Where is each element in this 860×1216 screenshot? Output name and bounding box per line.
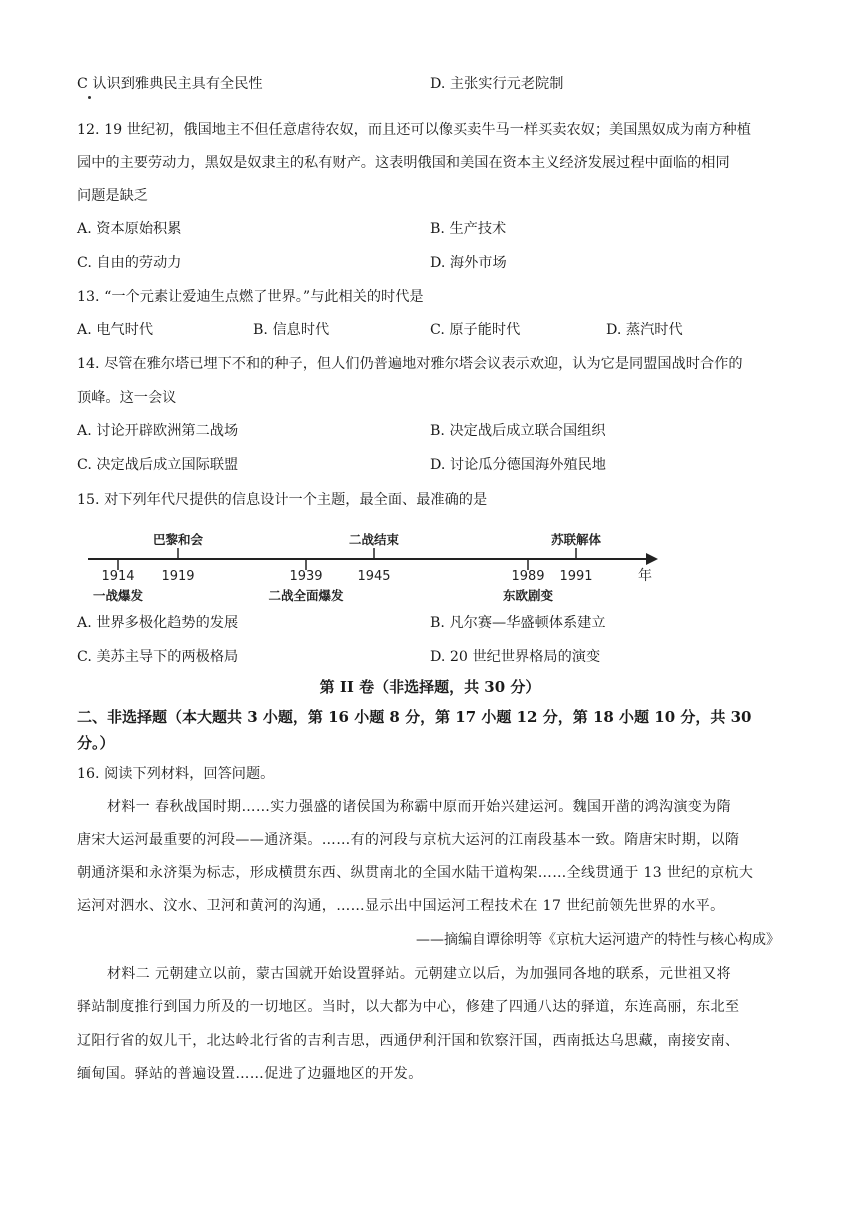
q16-material2-line2: 驿站制度推行到国力所及的一切地区。当时，以大都为中心，修建了四通八达的驿道，东连高丽，东北至 [77,999,740,1015]
q13-option-a: A. 电气时代 [77,322,154,338]
timeline-ruler [80,522,680,606]
q15-option-a: A. 世界多极化趋势的发展 [77,615,239,631]
timeline-label-1991: 苏联解体 [550,532,602,547]
q12-stem-line1: 12. 19 世纪初，俄国地主不但任意虐待农奴，而且还可以像买卖牛马一样买卖农奴；美国黑奴成为南方种植 [77,122,751,138]
q16-material2-line4: 缅甸国。驿站的普遍设置……促进了边疆地区的开发。 [77,1066,423,1082]
timeline-label-1989: 东欧剧变 [502,588,554,603]
q12-option-b: B. 生产技术 [430,221,507,237]
timeline-unit: 年 [638,568,652,584]
q14-option-d: D. 讨论瓜分德国海外殖民地 [430,457,606,473]
q16-material1-line4: 运河对泗水、汶水、卫河和黄河的沟通，……显示出中国运河工程技术在 17 世纪前领先世界的水平。 [77,898,725,914]
timeline-label-1914: 一战爆发 [92,588,144,603]
timeline-year-1919: 1919 [161,569,195,584]
timeline-year-1939: 1939 [289,569,323,584]
q15-option-c: C. 美苏主导下的两极格局 [77,649,239,665]
timeline-year-1914: 1914 [101,569,135,584]
q14-stem-line2: 顶峰。这一会议 [77,390,177,406]
timeline-label-1939: 二战全面爆发 [268,588,344,603]
q12-option-a: A. 资本原始积累 [77,221,182,237]
q15-option-d: D. 20 世纪世界格局的演变 [430,649,601,665]
q14-option-c: C. 决定战后成立国际联盟 [77,457,239,473]
q12-stem-line3: 问题是缺乏 [77,188,148,204]
timeline-year-1945: 1945 [357,569,391,584]
q13-option-b: B. 信息时代 [253,322,330,338]
timeline-label-1945: 二战结束 [348,532,400,547]
q16-material1-line1: 材料一 春秋战国时期……实力强盛的诸侯国为称霸中原而开始兴建运河。魏国开凿的鸿沟演变为隋 [107,799,732,815]
timeline-year-1991: 1991 [559,569,593,584]
q14-option-a: A. 讨论开辟欧洲第二战场 [77,423,239,439]
q12-stem-line2: 园中的主要劳动力，黑奴是奴隶主的私有财产。这表明俄国和美国在资本主义经济发展过程中面临的相同 [77,155,730,171]
q16-material1-line2: 唐宋大运河最重要的河段——通济渠。……有的河段与京杭大运河的江南段基本一致。隋唐宋时期，以隋 [77,832,740,848]
q11-option-d: D. 主张实行元老院制 [430,76,564,92]
part2-heading-line2: 分。） [77,734,115,752]
q12-option-c: C. 自由的劳动力 [77,255,182,271]
part2-heading-line1: 二、非选择题（本大题共 3 小题，第 16 小题 8 分，第 17 小题 12 分，第 18 小题 10 分，共 30 [77,708,752,726]
q16-material2-line1: 材料二 元朝建立以前，蒙古国就开始设置驿站。元朝建立以后，为加强同各地的联系，元世祖又将 [107,966,732,982]
q16-material1-source: ——摘编自谭徐明等《京杭大运河遗产的特性与核心构成》 [416,932,780,948]
q13-option-d: D. 蒸汽时代 [606,322,683,338]
part2-title: 第 II 卷（非选择题，共 30 分） [319,678,541,696]
timeline-arrow [646,553,658,565]
q15-stem: 15. 对下列年代尺提供的信息设计一个主题，最全面、最准确的是 [77,492,488,508]
q14-option-b: B. 决定战后成立联合国组织 [430,423,606,439]
q15-option-b: B. 凡尔赛—华盛顿体系建立 [430,615,606,631]
q16-material2-line3: 辽阳行省的奴儿干，北达岭北行省的吉利吉思，西通伊利汗国和钦察汗国，西南抵达乌思藏，南接安南、 [77,1033,740,1049]
q16-material1-line3: 朝通济渠和永济渠为标志，形成横贯东西、纵贯南北的全国水陆干道构架……全线贯通于 13 世纪的京杭大 [77,865,754,881]
ink-dot [88,96,91,99]
timeline-label-1919: 巴黎和会 [152,532,204,547]
q14-stem-line1: 14. 尽管在雅尔塔已埋下不和的种子，但人们仍普遍地对雅尔塔会议表示欢迎，认为它是同盟国战时合作的 [77,356,743,372]
q12-option-d: D. 海外市场 [430,255,507,271]
timeline-year-1989: 1989 [511,569,545,584]
q13-stem: 13. “一个元素让爱迪生点燃了世界。”与此相关的时代是 [77,289,424,305]
q16-intro: 16. 阅读下列材料，回答问题。 [77,766,275,782]
q13-option-c: C. 原子能时代 [430,322,521,338]
q11-option-c: C 认识到雅典民主具有全民性 [77,76,263,92]
